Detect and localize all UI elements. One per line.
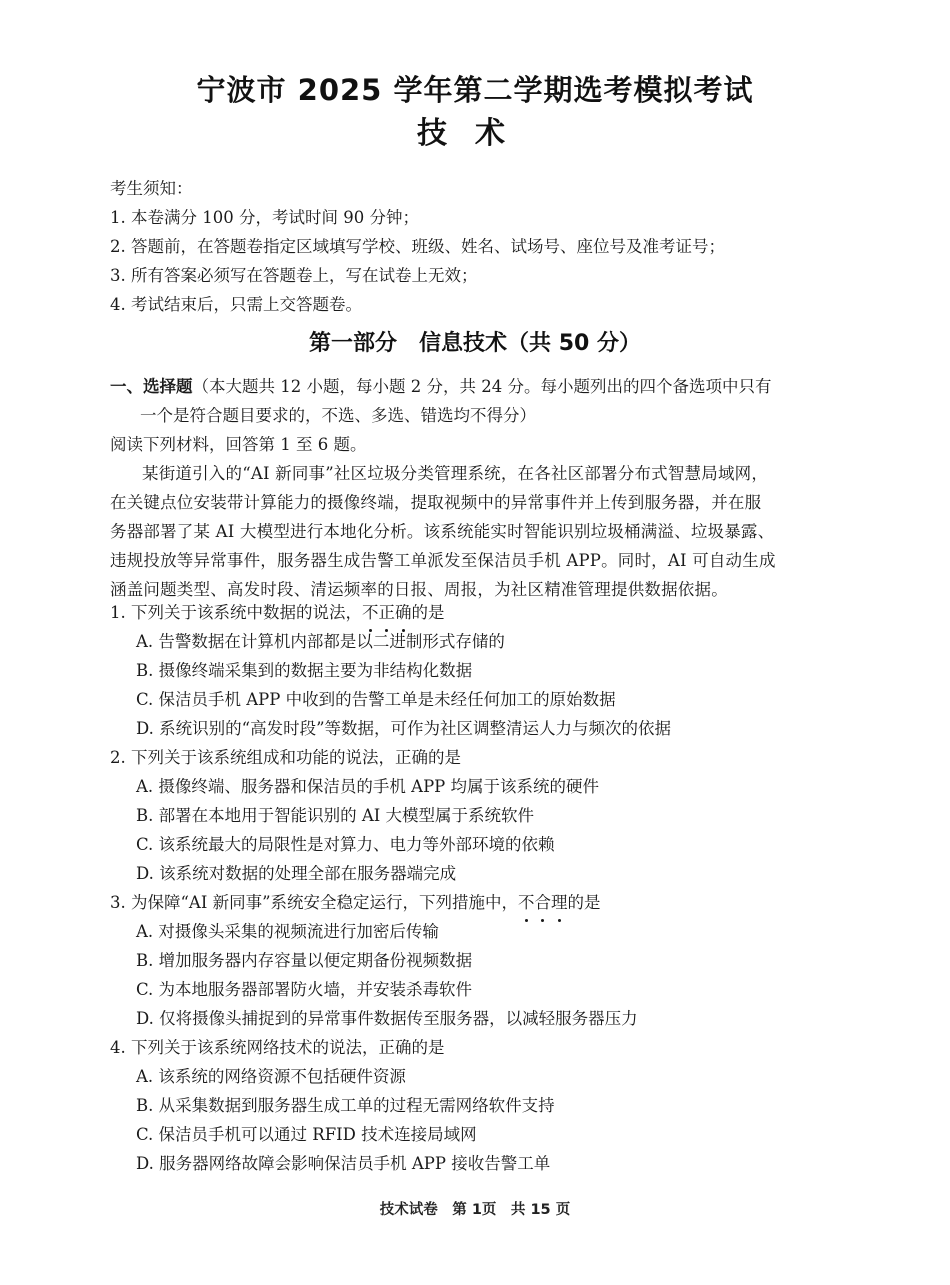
stem-text: 的是 [567, 893, 601, 912]
part-one-label: 一、选择题 [110, 377, 193, 396]
stem-text: 4. 下列关于该系统网络技术的说法，正确的是 [110, 1038, 445, 1057]
part-one-desc-line2: 一个是符合题目要求的，不选、多选、错选均不得分） [140, 406, 536, 425]
option-c: C. 该系统最大的局限性是对算力、电力等外部环境的依赖 [136, 835, 555, 854]
notice-item: 2. 答题前，在答题卷指定区域填写学校、班级、姓名、试场号、座位号及准考证号； [110, 237, 725, 256]
question-stem [110, 598, 870, 627]
option-b: B. 增加服务器内存容量以便定期备份视频数据 [136, 951, 473, 970]
emphasis-char: 不 [518, 888, 535, 917]
subject-title-text: 技术 [417, 116, 533, 151]
notice-item: 1. 本卷满分 100 分，考试时间 90 分钟； [110, 208, 419, 227]
material-line: 务器部署了某 AI 大模型进行本地化分析。该系统能实时智能识别垃圾桶满溢、垃圾暴露、 [110, 522, 775, 541]
option-a: A. 该系统的网络资源不包括硬件资源 [136, 1067, 406, 1086]
read-prompt: 阅读下列材料，回答第 1 至 6 题。 [110, 435, 367, 454]
notice-item: 3. 所有答案必须写在答题卷上，写在试卷上无效； [110, 266, 478, 285]
stem-emphasis [362, 603, 412, 622]
section-title: 第一部分 信息技术（共 50 分） [309, 331, 641, 356]
option-d: D. 服务器网络故障会影响保洁员手机 APP 接收告警工单 [136, 1154, 551, 1173]
subject-title [0, 116, 950, 158]
question-list [110, 598, 870, 1178]
notice-item: 4. 考试结束后，只需上交答题卷。 [110, 295, 362, 314]
question-stem [110, 1033, 870, 1062]
stem-text: 3. 为保障“AI 新同事”系统安全稳定运行，下列措施中， [110, 893, 519, 912]
stem-emphasis [518, 893, 568, 912]
question-1 [110, 598, 870, 743]
material-line: 某街道引入的“AI 新同事”社区垃圾分类管理系统，在各社区部署分布式智慧局域网， [142, 464, 769, 483]
option-d: D. 仅将摄像头捕捉到的异常事件数据传至服务器，以减轻服务器压力 [136, 1009, 638, 1028]
part-one-header [110, 372, 870, 401]
stem-text: 2. 下列关于该系统组成和功能的说法，正确的是 [110, 748, 461, 767]
option-a: A. 对摄像头采集的视频流进行加密后传输 [136, 922, 439, 941]
option-b: B. 从采集数据到服务器生成工单的过程无需网络软件支持 [136, 1096, 555, 1115]
emphasis-char: 确 [395, 598, 412, 627]
material-line: 违规投放等异常事件，服务器生成告警工单派发至保洁员手机 APP。同时，AI 可自动生成 [110, 551, 776, 570]
stem-text: 的是 [411, 603, 445, 622]
option-a: A. 摄像终端、服务器和保洁员的手机 APP 均属于该系统的硬件 [136, 777, 600, 796]
option-c: C. 为本地服务器部署防火墙，并安装杀毒软件 [136, 980, 473, 999]
option-b: B. 部署在本地用于智能识别的 AI 大模型属于系统软件 [136, 806, 535, 825]
emphasis-char: 正 [379, 598, 396, 627]
question-stem [110, 743, 870, 772]
part-one-desc-line1: （本大题共 12 小题，每小题 2 分，共 24 分。每小题列出的四个备选项中只有 [192, 377, 772, 396]
page-footer: 技术试卷 第 1页 共 15 页 [379, 1202, 571, 1218]
question-4 [110, 1033, 870, 1178]
material-line: 在关键点位安装带计算能力的摄像终端，提取视频中的异常事件并上传到服务器，并在服 [110, 493, 762, 512]
question-stem [110, 888, 870, 917]
exam-title: 宁波市 2025 学年第二学期选考模拟考试 [196, 73, 754, 107]
option-a: A. 告警数据在计算机内部都是以二进制形式存储的 [136, 632, 505, 651]
emphasis-char: 合 [535, 888, 552, 917]
reading-material [110, 459, 870, 604]
option-d: D. 该系统对数据的处理全部在服务器端完成 [136, 864, 457, 883]
emphasis-char: 不 [362, 598, 379, 627]
material-line: 涵盖问题类型、高发时段、清运频率的日报、周报，为社区精准管理提供数据依据。 [110, 580, 728, 599]
stem-text: 1. 下列关于该系统中数据的说法， [110, 603, 362, 622]
part-one-intro [110, 372, 870, 604]
option-b: B. 摄像终端采集到的数据主要为非结构化数据 [136, 661, 473, 680]
option-c: C. 保洁员手机 APP 中收到的告警工单是未经任何加工的原始数据 [136, 690, 616, 709]
candidate-notice [110, 174, 870, 319]
notice-heading: 考生须知： [110, 179, 193, 198]
option-c: C. 保洁员手机可以通过 RFID 技术连接局域网 [136, 1125, 477, 1144]
emphasis-char: 理 [551, 888, 568, 917]
question-3 [110, 888, 870, 1033]
option-d: D. 系统识别的“高发时段”等数据，可作为社区调整清运人力与频次的依据 [136, 719, 672, 738]
question-2 [110, 743, 870, 888]
